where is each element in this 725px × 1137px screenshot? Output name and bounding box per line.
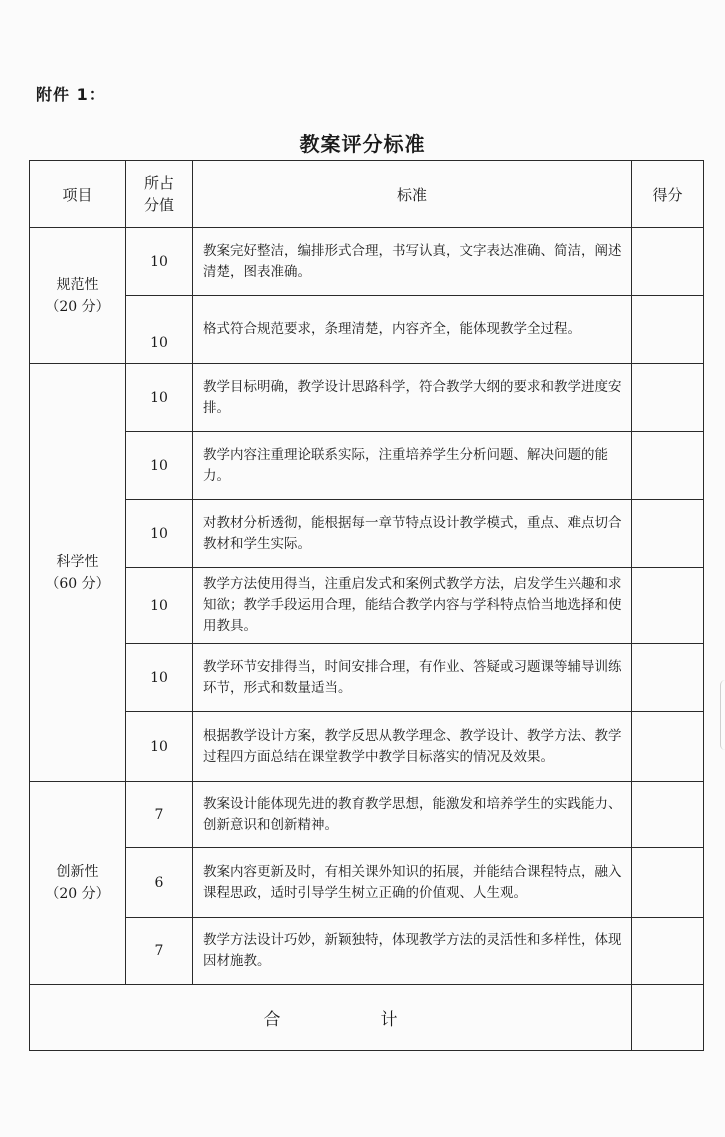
- total-label-cell: [30, 985, 632, 1051]
- table-row: [30, 432, 704, 500]
- points-cell: 10: [126, 712, 193, 782]
- standard-cell: 教学内容注重理论联系实际，注重培养学生分析问题、解决问题的能力。: [193, 432, 632, 500]
- points-cell: 10: [126, 568, 193, 644]
- points-cell: 10: [126, 296, 193, 364]
- table-row: [30, 644, 704, 712]
- score-cell[interactable]: [632, 296, 704, 364]
- score-cell[interactable]: [632, 712, 704, 782]
- points-cell: 10: [126, 364, 193, 432]
- category-total: （60 分）: [45, 575, 110, 592]
- category-cell: [30, 364, 126, 782]
- header-points-line2: 分值: [143, 196, 174, 214]
- score-cell[interactable]: [632, 228, 704, 296]
- header-points: [126, 161, 193, 228]
- standard-cell: 教案内容更新及时，有相关课外知识的拓展，并能结合课程特点，融入课程思政，适时引导学生树立正确的价值观、人生观。: [193, 848, 632, 918]
- standard-cell: 根据教学设计方案，教学反思从教学理念、教学设计、教学方法、教学过程四方面总结在课堂教学中教学目标落实的情况及效果。: [193, 712, 632, 782]
- score-cell[interactable]: [632, 364, 704, 432]
- header-standard: 标准: [193, 161, 632, 228]
- standard-cell: 教学目标明确，教学设计思路科学，符合教学大纲的要求和教学进度安排。: [193, 364, 632, 432]
- points-cell: 7: [126, 918, 193, 985]
- table-row: [30, 500, 704, 568]
- table-row: [30, 364, 704, 432]
- total-label: 合计: [263, 1010, 498, 1030]
- header-row: [30, 161, 704, 228]
- table-row: [30, 296, 704, 364]
- category-cell: [30, 782, 126, 985]
- score-cell[interactable]: [632, 848, 704, 918]
- category-name: 科学性: [56, 553, 99, 570]
- standard-cell: 教学方法设计巧妙，新颖独特，体现教学方法的灵活性和多样性，体现因材施教。: [193, 918, 632, 985]
- score-cell[interactable]: [632, 782, 704, 848]
- category-total: （20 分）: [45, 298, 110, 315]
- points-cell: 6: [126, 848, 193, 918]
- score-cell[interactable]: [632, 644, 704, 712]
- category-cell: [30, 228, 126, 364]
- category-name: 规范性: [56, 276, 99, 293]
- points-cell: 10: [126, 228, 193, 296]
- standard-cell: 对教材分析透彻，能根据每一章节特点设计教学模式，重点、难点切合教材和学生实际。: [193, 500, 632, 568]
- score-cell[interactable]: [632, 568, 704, 644]
- page-edge-mark: [720, 680, 725, 750]
- points-cell: 10: [126, 432, 193, 500]
- scoring-table: [29, 160, 704, 1051]
- standard-cell: 格式符合规范要求，条理清楚，内容齐全，能体现教学全过程。: [193, 296, 632, 364]
- category-name: 创新性: [56, 864, 99, 880]
- table-row: [30, 228, 704, 296]
- points-cell: 7: [126, 782, 193, 848]
- header-points-line1: 所占: [143, 174, 174, 192]
- total-score-cell[interactable]: [632, 985, 704, 1051]
- table-row: [30, 848, 704, 918]
- standard-cell: 教学方法使用得当，注重启发式和案例式教学方法，启发学生兴趣和求知欲；教学手段运用合理，能结合教学内容与学科特点恰当地选择和使用教具。: [193, 568, 632, 644]
- standard-cell: 教学环节安排得当，时间安排合理，有作业、答疑或习题课等辅导训练环节，形式和数量适当。: [193, 644, 632, 712]
- page-title: 教案评分标准: [299, 132, 426, 156]
- header-score: 得分: [632, 161, 704, 228]
- score-cell[interactable]: [632, 500, 704, 568]
- category-total: （20 分）: [45, 886, 110, 902]
- score-cell[interactable]: [632, 432, 704, 500]
- table-row: [30, 918, 704, 985]
- table-row: [30, 782, 704, 848]
- points-cell: 10: [126, 500, 193, 568]
- standard-cell: 教案完好整洁，编排形式合理，书写认真，文字表达准确、简洁，阐述清楚，图表准确。: [193, 228, 632, 296]
- header-item: 项目: [30, 161, 126, 228]
- table-row: [30, 712, 704, 782]
- table-row: [30, 568, 704, 644]
- points-cell: 10: [126, 644, 193, 712]
- total-row: [30, 985, 704, 1051]
- score-cell[interactable]: [632, 918, 704, 985]
- standard-cell: 教案设计能体现先进的教育教学思想，能激发和培养学生的实践能力、创新意识和创新精神。: [193, 782, 632, 848]
- attachment-label: 附件 1：: [36, 85, 106, 104]
